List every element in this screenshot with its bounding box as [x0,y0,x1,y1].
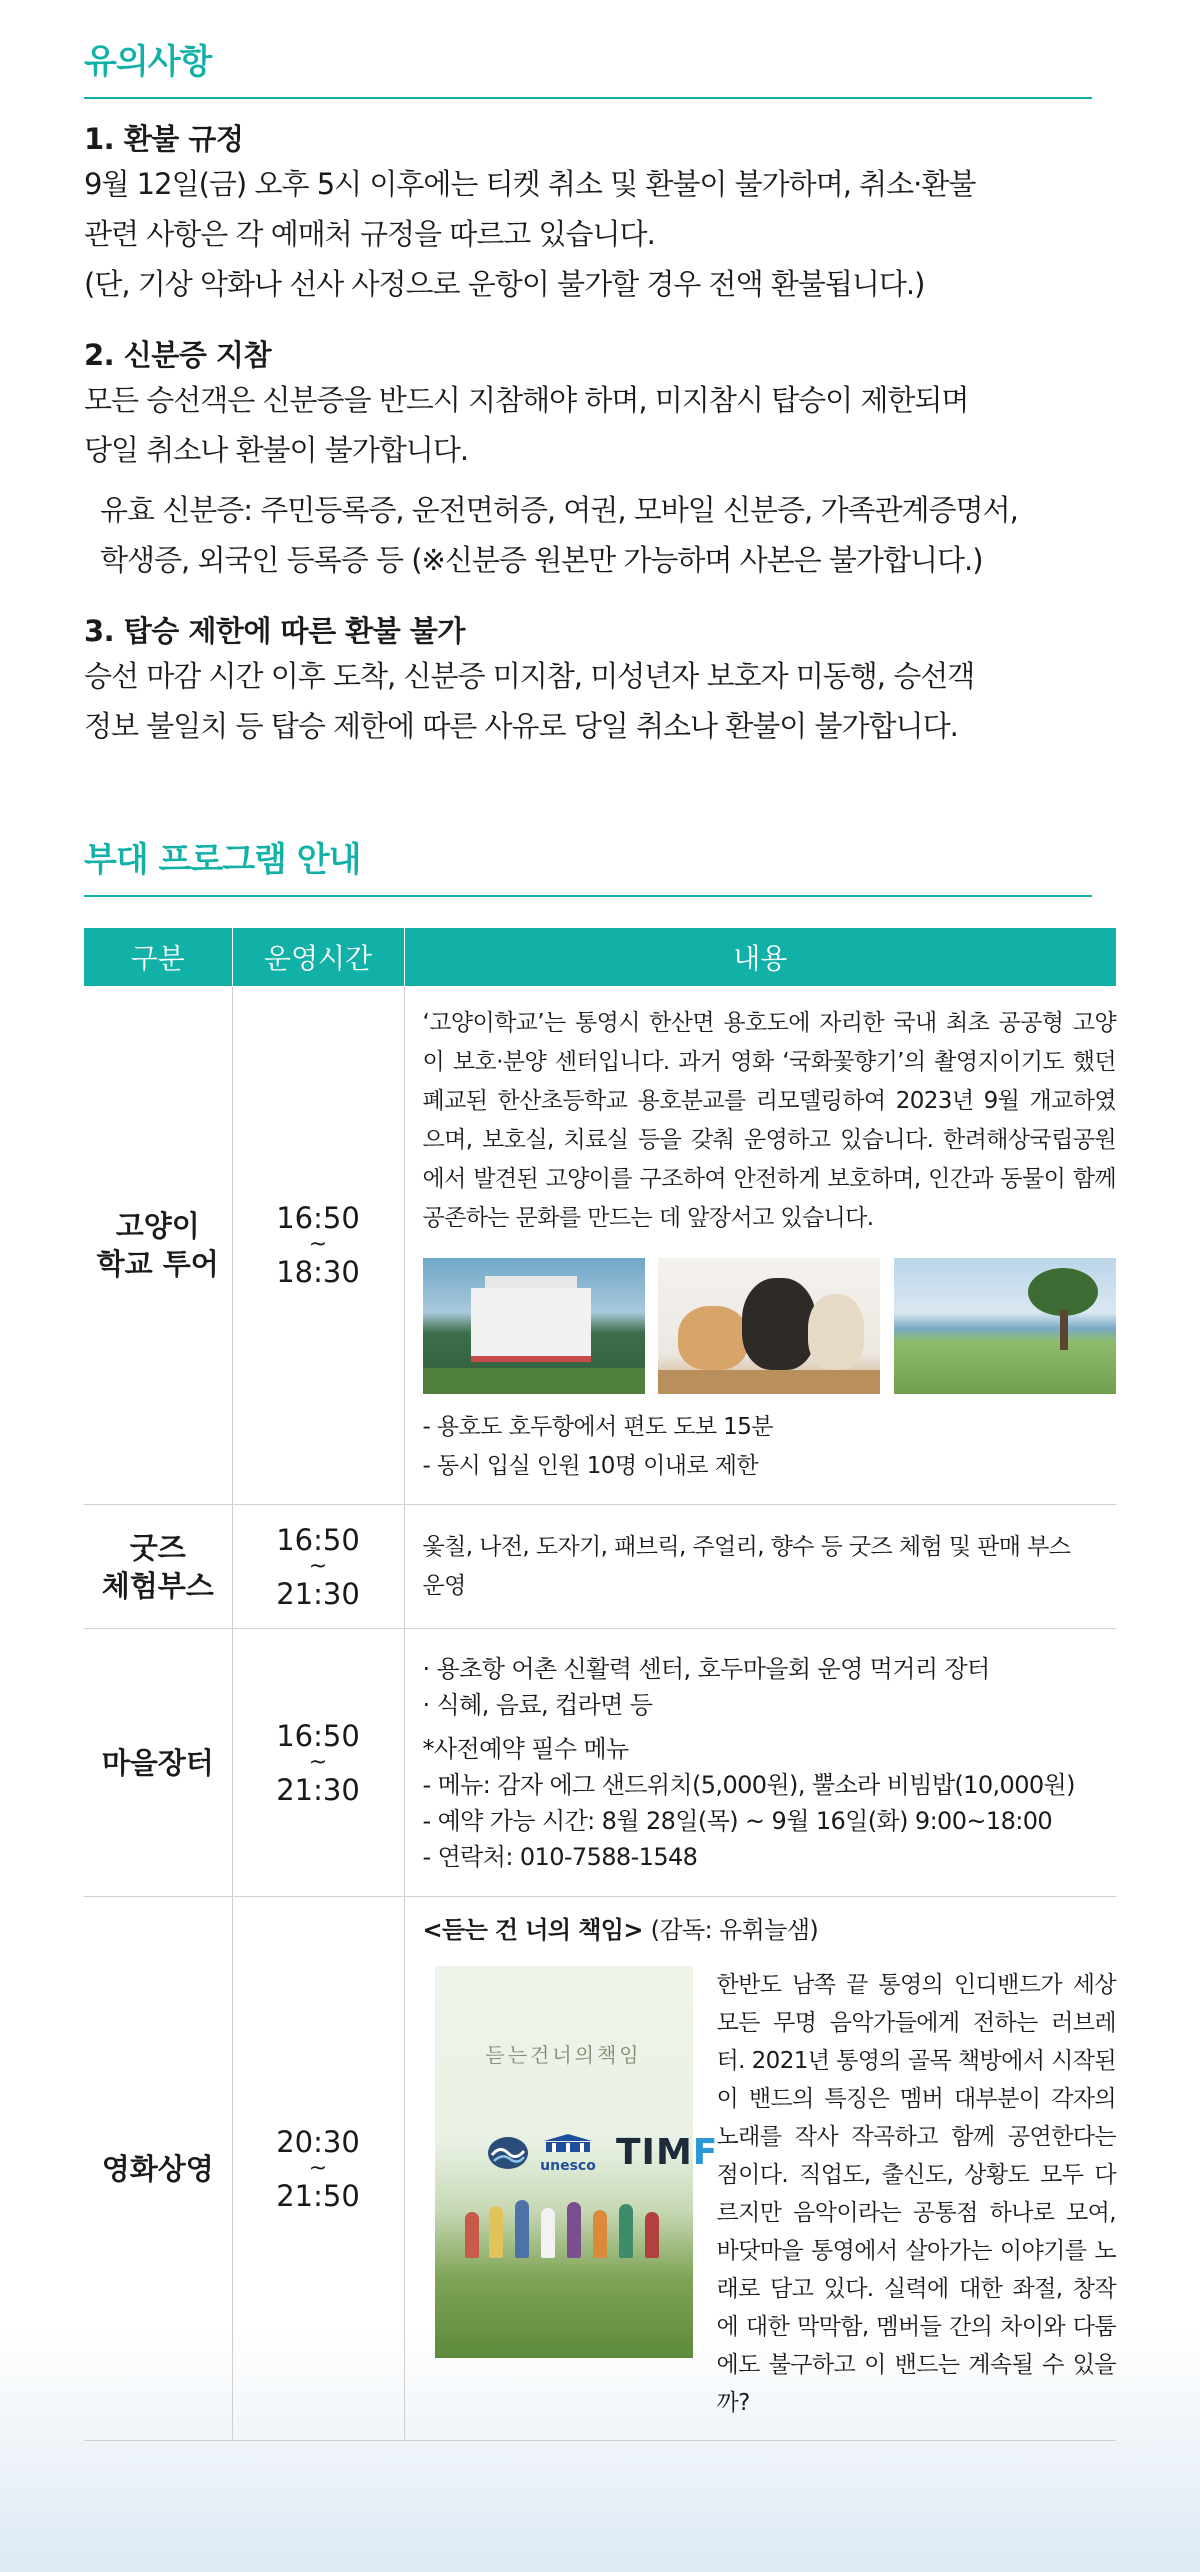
program-title: 부대 프로그램 안내 [84,832,1092,897]
table-header-row [84,928,1116,986]
movie-description: 한반도 남쪽 끝 통영의 인디밴드가 세상 모든 무명 음악가들에게 전하는 러브레터. 2021년 통영의 골목 책방에서 시작된 이 밴드의 특징은 멤버 대부분이 각자의 노래를 작사 작곡하고 함께 공연한다는 점이다. 직업도, 출신도, 상황도 모두 다르지만 음악이라는 공통점 하나로 모여, 바닷마을 통영에서 살아가는 이야기를 노래로 담고 있다. 실력에 대한 좌절, 창작에 대한 막막함, 멤버들 간의 차이와 다툼에도 불구하고 이 밴드는 계속될 수 있을까? [716,1972,1116,2416]
time-tilde: ~ [308,1232,328,1257]
market-reserve-line: - 메뉴: 감자 에그 샌드위치(5,000원), 뿔소라 비빔밥(10,000원) [422,1770,1075,1799]
program-table-wrap [84,928,1116,2441]
column-header-time: 운영시간 [232,928,404,986]
market-reserve-line: - 예약 가능 시간: 8월 28일(목) ~ 9월 16일(화) 9:00~18:00 [422,1806,1053,1835]
time-start: 16:50 [276,1201,360,1235]
time-start: 16:50 [276,1522,360,1557]
unesco-logo [534,2133,602,2173]
time-start: 20:30 [276,2124,360,2159]
notice-body-id: 모든 승선객은 신분증을 반드시 지참해야 하며, 미지참시 탑승이 제한되며 당일 취소나 환불이 불가합니다. [84,383,969,467]
cat-school-photos [423,1258,1117,1394]
notice-section [84,34,1116,751]
unesco-label: unesco [540,2157,596,2174]
row-time-village-market [232,1629,404,1897]
time-tilde: ~ [308,2155,328,2181]
table-row [84,1505,1116,1629]
time-end: 18:30 [276,1255,360,1289]
cats-photo [658,1258,880,1394]
notice-list [84,119,1114,751]
row-content-village-market [404,1629,1116,1897]
movie-director: (감독: 유휘늘샘) [650,1916,819,1944]
movie-details [423,1966,1117,2422]
notice-body-refund: 9월 12일(금) 오후 5시 이후에는 티켓 취소 및 환불이 불가하며, 취소·환불 관련 사항은 각 예매처 규정을 따르고 있습니다. (단, 기상 악화나 선사 사정으로 운항이 불가할 경우 전액 환불됩니다.) [84,167,976,301]
unesco-temple-icon [540,2133,596,2155]
row-name-village-market: 마을장터 [84,1629,232,1897]
goods-booth-description: 옻칠, 나전, 도자기, 패브릭, 주얼리, 향수 등 굿즈 체험 및 판매 부스 운영 [422,1533,1071,1599]
market-line: · 식혜, 음료, 컵라면 등 [422,1690,653,1719]
movie-title: <듣는 건 너의 책임> [422,1916,643,1944]
timf-logo-text: TIM [616,2132,693,2173]
time-end: 21:30 [276,1576,360,1611]
program-section [84,832,1116,897]
seaside-park-photo [894,1258,1116,1394]
timf-logo [616,2132,718,2173]
row-time-movie [232,1897,404,2441]
row-time-goods-booth [232,1505,404,1629]
poster-title: 듣는건너의책임 [485,2043,642,2067]
time-end: 21:30 [276,1772,360,1807]
cat-school-note: - 용호도 호두항에서 편도 도보 15분 [422,1414,773,1440]
notice-body-boarding: 승선 마감 시간 이후 도착, 신분증 미지참, 미성년자 보호자 미동행, 승선객 정보 불일치 등 탑승 제한에 따른 사유로 당일 취소나 환불이 불가합니다. [84,659,975,743]
row-content-cat-school [404,986,1116,1505]
column-header-category: 구분 [84,928,232,986]
notice-heading-refund: 1. 환불 규정 [84,122,244,156]
cat-school-description: ‘고양이학교’는 통영시 한산면 용호도에 자리한 국내 최초 공공형 고양이 보호·분양 센터입니다. 과거 영화 ‘국화꽃향기’의 촬영지이기도 했던 폐교된 한산초등학교 용호분교를 리모델링하여 2023년 9월 개교하였으며, 보호실, 치료실 등을 갖춰 운영하고 있습니다. 한려해상국립공원에서 발견된 고양이를 구조하여 안전하게 보호하며, 인간과 동물이 함께 공존하는 문화를 만드는 데 앞장서고 있습니다. [422,1010,1116,1231]
table-row [84,1629,1116,1897]
time-start: 16:50 [276,1718,360,1753]
school-building-photo [423,1258,645,1394]
program-table [84,928,1116,2441]
tongyeong-logo-icon [486,2135,530,2171]
time-end: 21:50 [276,2178,360,2213]
notice-heading-boarding: 3. 탑승 제한에 따른 환불 불가 [84,614,465,648]
movie-title-line [423,1911,1117,1950]
notice-title: 유의사항 [84,34,1092,99]
time-tilde: ~ [308,1749,328,1775]
row-time-cat-school [232,986,404,1505]
row-name-cat-school: 고양이 학교 투어 [84,986,232,1505]
footer-logos [486,2132,718,2173]
notice-valid-id-list: 유효 신분증: 주민등록증, 운전면허증, 여권, 모바일 신분증, 가족관계증명서, 학생증, 외국인 등록증 등 (※신분증 원본만 가능하며 사본은 불가합니다.) [100,493,1018,577]
row-name-movie: 영화상영 [84,1897,232,2441]
notice-heading-id: 2. 신분증 지참 [84,338,271,372]
table-row [84,986,1116,1505]
market-reserve-line: - 연락처: 010-7588-1548 [422,1842,698,1871]
poster-band-figures [459,2188,669,2258]
time-tilde: ~ [308,1553,328,1579]
column-header-content: 내용 [404,928,1116,986]
cat-school-note: - 동시 입실 인원 10명 이내로 제한 [422,1453,758,1479]
timf-logo-accent: F [692,2132,719,2173]
row-name-goods-booth: 굿즈 체험부스 [84,1505,232,1629]
market-reserve-title: *사전예약 필수 메뉴 [422,1734,629,1763]
row-content-goods-booth [404,1505,1116,1629]
market-line: · 용초항 어촌 신활력 센터, 호두마을회 운영 먹거리 장터 [422,1654,990,1683]
